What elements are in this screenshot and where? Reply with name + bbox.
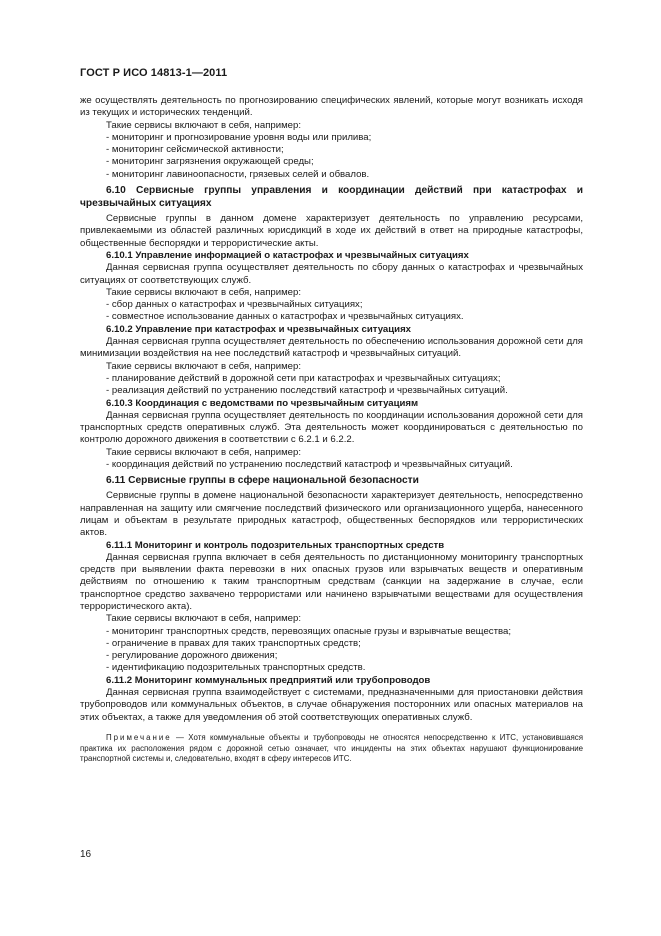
document-body (80, 95, 583, 765)
paragraph: Такие сервисы включают в себя, например: (106, 119, 302, 131)
list-item: - реализация действий по устранению последствий катастроф и чрезвычайных ситуаций. (106, 385, 508, 397)
subsection-heading: 6.10.3 Координация с ведомствами по чрезвычайным ситуациям (106, 397, 419, 409)
subsection-heading: 6.11.2 Мониторинг коммунальных предприятий или трубопроводов (106, 674, 431, 686)
paragraph: Такие сервисы включают в себя, например: (106, 446, 302, 458)
paragraph: Такие сервисы включают в себя, например: (106, 613, 302, 625)
section-heading: 6.10 Сервисные группы управления и координации действий при катастрофах и чрезвычайных ситуациях (80, 185, 583, 210)
list-item: - мониторинг лавиноопасности, грязевых селей и обвалов. (106, 168, 370, 180)
subsection-heading: 6.11.1 Мониторинг и контроль подозрительных транспортных средств (106, 539, 445, 551)
list-item: - планирование действий в дорожной сети при катастрофах и чрезвычайных ситуациях; (106, 372, 501, 384)
paragraph: Данная сервисная группа осуществляет деятельность по координации использования дорожной сети для транспортных средств оперативных служб. Эта деятельность может координироваться с деятельностью по контролю дорожного движения в соответствии с 6.2.1 и 6.2.2. (80, 409, 583, 446)
paragraph: Такие сервисы включают в себя, например: (106, 286, 302, 298)
list-item: - сбор данных о катастрофах и чрезвычайных ситуациях; (106, 299, 363, 311)
subsection-heading: 6.10.1 Управление информацией о катастрофах и чрезвычайных ситуациях (106, 249, 469, 261)
paragraph: Данная сервисная группа осуществляет деятельность по сбору данных о катастрофах и чрезвычайных ситуациях от соответствующих служб. (80, 262, 583, 286)
note-label: Примечание (106, 732, 172, 742)
paragraph: Сервисные группы в данном домене характеризует деятельность по управлению ресурсами, привлекаемыми из областей различных юрисдикций в ходе их действий в ответ на природные катастрофы, общественные беспорядки и террористические акты. (80, 213, 583, 249)
note (80, 733, 583, 765)
list-item: - мониторинг транспортных средств, перевозящих опасные грузы и взрывчатые вещества; (106, 625, 511, 637)
list-item: - мониторинг и прогнозирование уровня воды или прилива; (106, 131, 372, 143)
document-header: ГОСТ Р ИСО 14813-1—2011 (80, 67, 228, 79)
list-item: - мониторинг сейсмической активности; (106, 144, 284, 156)
page-number: 16 (80, 849, 92, 860)
section-heading: 6.11 Сервисные группы в сфере национальной безопасности (106, 475, 419, 487)
paragraph: Данная сервисная группа осуществляет деятельность по обеспечению использования дорожной сети для минимизации воздействия на нее последствий катастроф и чрезвычайных ситуаций. (80, 336, 583, 360)
list-item: - регулирование дорожного движения; (106, 650, 278, 662)
paragraph: Сервисные группы в домене национальной безопасности характеризует деятельность, непосредственно направленная на защиту или смягчение последствий физического или организационного ущерба, нанесенного лицам и объектам в результате природных катастроф, общественных беспорядков или террористических актов. (80, 490, 583, 539)
list-item: - координация действий по устранению последствий катастроф и чрезвычайных ситуаций. (106, 459, 513, 471)
list-item: - мониторинг загрязнения окружающей среды; (106, 156, 314, 168)
list-item: - идентификацию подозрительных транспортных средств. (106, 662, 366, 674)
note-text: — Хотя коммунальные объекты и трубопроводы не относятся непосредственно к ИТС, установившаяся практика их расположения рядом с дорожной сетью означает, что инциденты на этих объектах нарушают функционирование транспортной системы и, следовательно, входят в сферу интересов ИТС. (80, 732, 583, 764)
subsection-heading: 6.10.2 Управление при катастрофах и чрезвычайных ситуациях (106, 323, 411, 335)
list-item: - ограничение в правах для таких транспортных средств; (106, 637, 361, 649)
paragraph: Данная сервисная группа включает в себя деятельность по дистанционному мониторингу транспортных средств при выявлении факта перевозки в них опасных грузов или взрывчатых веществ и оперативным действиям по отношению к таким транспортным средствам (санкции на задержание в случае, если транспортное средство захвачено террористами или начинено взрывчатыми веществами для осуществления террористического акта). (80, 551, 583, 612)
paragraph: же осуществлять деятельность по прогнозированию специфических явлений, которые могут возникать исходя из текущих и исторических тенденций. (80, 95, 583, 119)
paragraph: Данная сервисная группа взаимодействует с системами, предназначенными для приостановки действия трубопроводов или коммунальных объектов, в случае обнаружения посторонних или опасных материалов на этих объектах, а также для уведомления об этой соответствующих оперативных служб. (80, 687, 583, 723)
list-item: - совместное использование данных о катастрофах и чрезвычайных ситуациях. (106, 311, 464, 323)
paragraph: Такие сервисы включают в себя, например: (106, 360, 302, 372)
